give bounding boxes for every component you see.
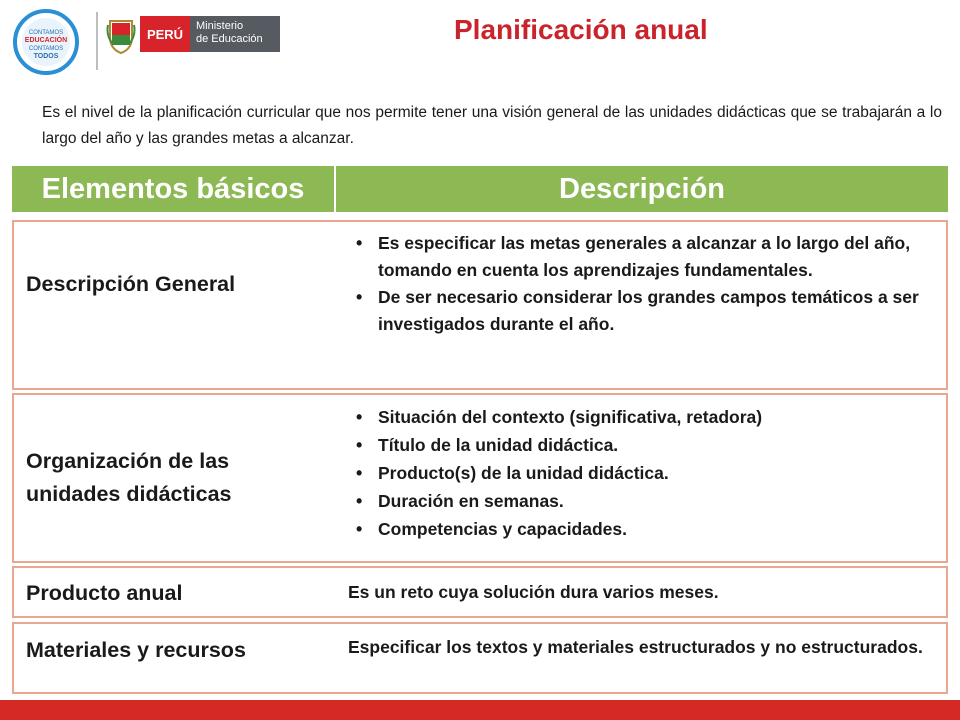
ministry-label [190, 16, 280, 52]
footer-bar [0, 700, 960, 720]
list-item: • De ser necesario considerar los grandes campos temáticos a ser investigados durante el año. [348, 284, 938, 338]
description-list [348, 403, 938, 543]
list-item: • Competencias y capacidades. [348, 515, 938, 543]
description-list [348, 230, 938, 338]
peru-label: PERÚ [140, 16, 190, 52]
logo-text-3: CONTAMOS [28, 46, 64, 52]
logo-text-4: TODOS [33, 53, 59, 60]
list-item: • Duración en semanas. [348, 487, 938, 515]
intro-paragraph: Es el nivel de la planificación curricular que nos permite tener una visión general de las unidades didácticas que se trabajarán a lo largo del año y las grandes metas a alcanzar. [42, 104, 942, 147]
element-name: Organización de las unidades didácticas [26, 449, 232, 506]
logo-text-1: CONTAMOS [28, 30, 64, 36]
page-title: Planificación anual [454, 14, 708, 45]
table-row [12, 393, 948, 563]
element-description: Especificar los textos y materiales estructurados y no estructurados. [348, 637, 923, 657]
list-item: • Producto(s) de la unidad didáctica. [348, 459, 938, 487]
table-header-elements: Elementos básicos [12, 166, 334, 212]
header-divider [96, 12, 98, 70]
element-description: Es un reto cuya solución dura varios meses. [348, 582, 719, 602]
table-row [12, 622, 948, 694]
element-description [348, 230, 938, 338]
ministry-label-line2: de Educación [196, 33, 263, 45]
table-row [12, 566, 948, 618]
element-name: Materiales y recursos [26, 638, 246, 662]
element-description [348, 403, 938, 543]
coat-of-arms-icon [106, 15, 136, 55]
ministry-label-line1: Ministerio [196, 20, 244, 32]
table-row [12, 220, 948, 390]
element-name: Producto anual [26, 581, 183, 605]
education-campaign-logo [12, 8, 80, 76]
table-header-description: Descripción [336, 166, 948, 212]
list-item: • Título de la unidad didáctica. [348, 431, 938, 459]
element-name: Descripción General [26, 272, 236, 296]
list-item: • Es especificar las metas generales a alcanzar a lo largo del año, tomando en cuenta los aprendizajes fundamentales. [348, 230, 938, 284]
list-item: • Situación del contexto (significativa, retadora) [348, 403, 938, 431]
logo-text-2: EDUCACIÓN [24, 37, 68, 44]
